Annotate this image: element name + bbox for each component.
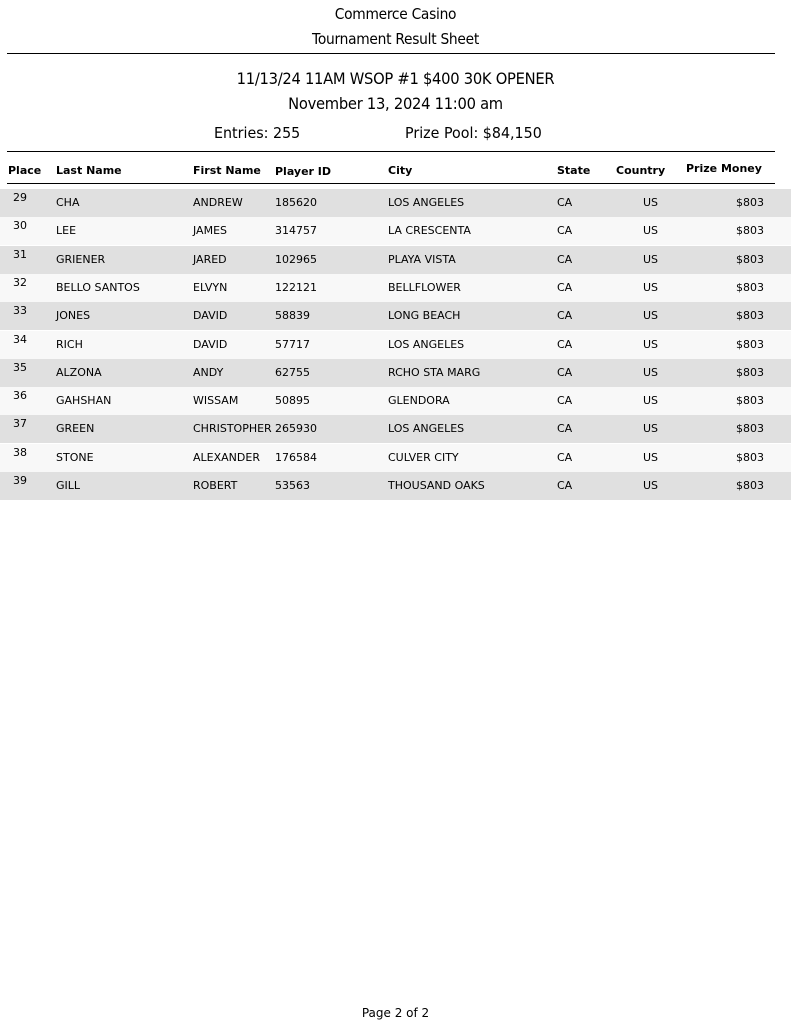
table-row: [0, 189, 791, 217]
page-number: Page 2 of 2: [361, 1006, 430, 1020]
cell-country: US: [643, 224, 659, 238]
cell-place: 39: [13, 474, 27, 487]
cell-last-name: ALZONA: [56, 365, 102, 379]
table-row: [0, 472, 791, 500]
cell-country: US: [643, 394, 659, 408]
cell-state: CA: [557, 224, 573, 238]
column-header-city: City: [388, 164, 413, 177]
cell-player-id: 50895: [275, 394, 310, 408]
cell-state: CA: [557, 450, 573, 464]
cell-player-id: 265930: [275, 422, 317, 436]
event-title: 11/13/24 11AM WSOP #1 $400 30K OPENER: [236, 69, 555, 88]
cell-first-name: DAVID: [193, 337, 228, 351]
cell-city: LOS ANGELES: [388, 196, 465, 209]
cell-country: US: [643, 422, 659, 436]
cell-state: CA: [557, 422, 573, 436]
cell-first-name: ANDREW: [193, 196, 243, 209]
cell-city: BELLFLOWER: [388, 280, 461, 294]
table-row: [0, 217, 791, 245]
cell-country: US: [643, 280, 659, 294]
cell-first-name: ELVYN: [193, 280, 228, 294]
cell-place: 37: [13, 417, 27, 431]
cell-last-name: BELLO SANTOS: [56, 280, 140, 294]
cell-first-name: JAMES: [193, 224, 227, 238]
cell-first-name: ANDY: [193, 365, 224, 379]
cell-prize-money: $803: [736, 365, 764, 379]
cell-first-name: ALEXANDER: [193, 450, 260, 464]
cell-country: US: [643, 365, 659, 379]
cell-place: 29: [13, 191, 27, 204]
cell-city: THOUSAND OAKS: [388, 479, 485, 492]
cell-last-name: LEE: [56, 224, 77, 238]
cell-player-id: 57717: [275, 337, 310, 351]
cell-place: 31: [13, 247, 27, 261]
casino-name: Commerce Casino: [334, 5, 457, 23]
cell-city: PLAYA VISTA: [388, 252, 456, 266]
cell-last-name: CHA: [56, 196, 80, 209]
cell-first-name: DAVID: [193, 309, 228, 323]
cell-place: 32: [13, 275, 27, 289]
cell-country: US: [643, 309, 659, 323]
cell-state: CA: [557, 280, 573, 294]
entries-count: Entries: 255: [214, 124, 301, 142]
cell-last-name: STONE: [56, 450, 94, 464]
column-header-place: Place: [8, 164, 42, 177]
cell-last-name: GREEN: [56, 422, 95, 436]
cell-city: LONG BEACH: [388, 309, 461, 323]
cell-state: CA: [557, 309, 573, 323]
cell-last-name: RICH: [56, 337, 83, 351]
cell-first-name: CHRISTOPHER: [193, 422, 272, 436]
cell-country: US: [643, 252, 659, 266]
cell-prize-money: $803: [736, 252, 764, 266]
cell-country: US: [643, 196, 659, 209]
table-row: [0, 246, 791, 274]
divider: [7, 183, 775, 184]
cell-last-name: GILL: [56, 479, 81, 492]
cell-place: 33: [13, 304, 27, 318]
cell-city: GLENDORA: [388, 394, 450, 408]
cell-player-id: 122121: [275, 280, 317, 294]
cell-state: CA: [557, 479, 573, 492]
cell-prize-money: $803: [736, 309, 764, 323]
column-header-player-id: Player ID: [275, 165, 332, 178]
table-row: [0, 415, 791, 443]
cell-state: CA: [557, 196, 573, 209]
cell-city: RCHO STA MARG: [388, 365, 481, 379]
cell-player-id: 185620: [275, 196, 317, 209]
cell-player-id: 176584: [275, 450, 317, 464]
cell-player-id: 58839: [275, 309, 310, 323]
cell-country: US: [643, 450, 659, 464]
column-header-state: State: [557, 164, 591, 177]
cell-prize-money: $803: [736, 196, 764, 209]
table-row: [0, 302, 791, 330]
cell-player-id: 102965: [275, 252, 317, 266]
cell-place: 34: [13, 332, 27, 346]
cell-last-name: GAHSHAN: [56, 394, 112, 408]
cell-first-name: ROBERT: [193, 479, 238, 492]
cell-city: LOS ANGELES: [388, 337, 465, 351]
table-row: [0, 387, 791, 415]
table-row: [0, 274, 791, 302]
divider: [7, 151, 775, 152]
cell-place: 38: [13, 445, 27, 459]
cell-prize-money: $803: [736, 337, 764, 351]
cell-city: LOS ANGELES: [388, 422, 465, 436]
cell-first-name: WISSAM: [193, 394, 239, 408]
table-row: [0, 359, 791, 387]
cell-last-name: JONES: [56, 309, 91, 323]
cell-first-name: JARED: [193, 252, 227, 266]
cell-player-id: 314757: [275, 224, 317, 238]
column-header-last-name: Last Name: [56, 164, 122, 177]
event-datetime: November 13, 2024 11:00 am: [288, 94, 503, 113]
divider: [7, 53, 775, 54]
cell-city: CULVER CITY: [388, 450, 459, 464]
cell-prize-money: $803: [736, 422, 764, 436]
cell-city: LA CRESCENTA: [388, 224, 471, 238]
cell-last-name: GRIENER: [56, 252, 106, 266]
cell-state: CA: [557, 337, 573, 351]
table-row: [0, 444, 791, 472]
prize-pool: Prize Pool: $84,150: [405, 124, 542, 142]
cell-state: CA: [557, 365, 573, 379]
cell-prize-money: $803: [736, 224, 764, 238]
sheet-title: Tournament Result Sheet: [312, 30, 479, 48]
cell-prize-money: $803: [736, 450, 764, 464]
column-header-country: Country: [616, 164, 666, 177]
column-header-first-name: First Name: [193, 164, 261, 177]
cell-state: CA: [557, 394, 573, 408]
cell-player-id: 62755: [275, 365, 310, 379]
cell-place: 30: [13, 219, 27, 233]
cell-state: CA: [557, 252, 573, 266]
cell-prize-money: $803: [736, 280, 764, 294]
table-row: [0, 331, 791, 359]
column-header-prize-money: Prize Money: [686, 162, 762, 175]
cell-country: US: [643, 479, 659, 492]
cell-player-id: 53563: [275, 479, 310, 492]
cell-place: 36: [13, 389, 27, 403]
cell-country: US: [643, 337, 659, 351]
cell-place: 35: [13, 360, 27, 374]
cell-prize-money: $803: [736, 479, 764, 492]
cell-prize-money: $803: [736, 394, 764, 408]
